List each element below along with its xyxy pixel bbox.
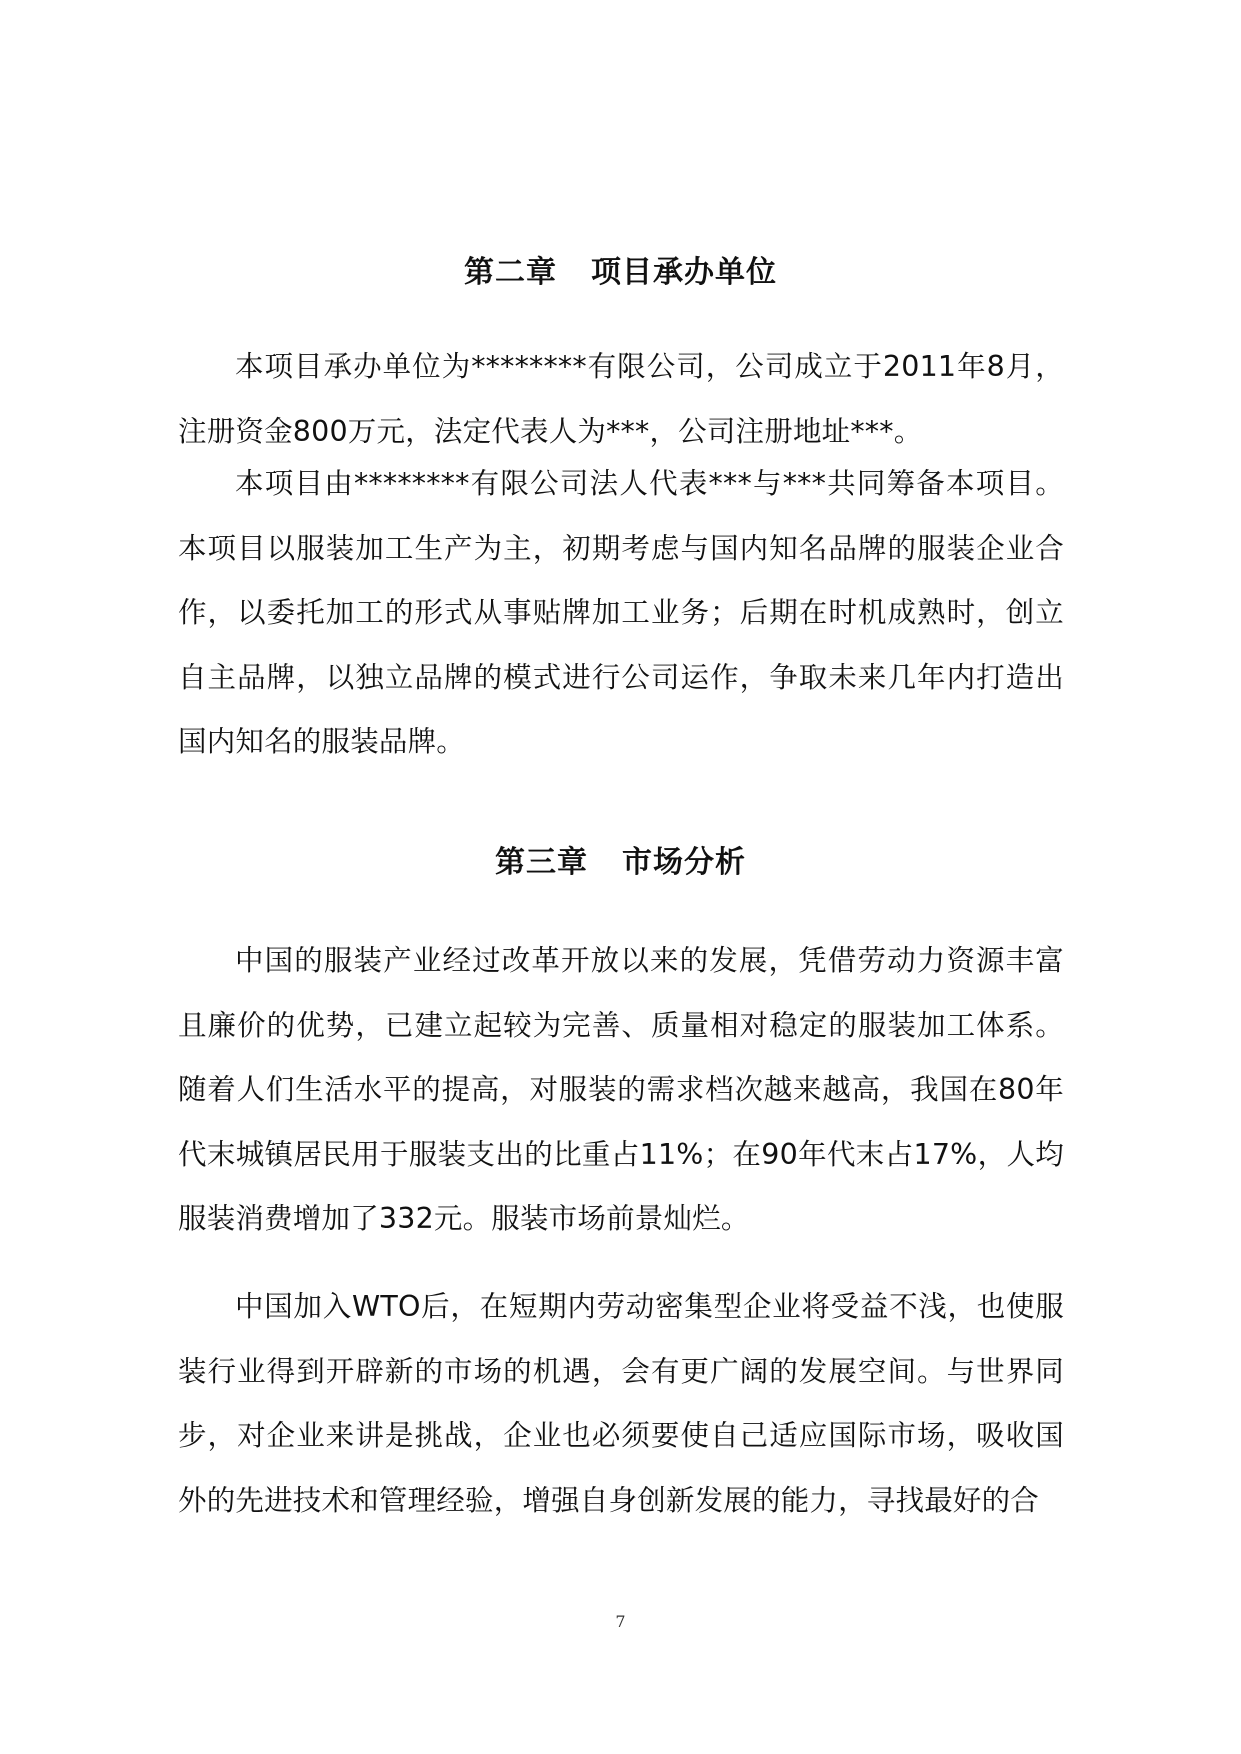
page-number: 7 <box>615 1612 626 1631</box>
chapter-2-paragraph-2: 本项目由********有限公司法人代表***与***共同筹备本项目。本项目以服装加工生产为主，初期考虑与国内知名品牌的服装企业合作，以委托加工的形式从事贴牌加工业务；后期在时机成熟时，创立自主品牌，以独立品牌的模式进行公司运作，争取未来几年内打造出国内知名的服装品牌。 <box>178 467 1064 758</box>
chapter-3-paragraph-1: 中国的服装产业经过改革开放以来的发展，凭借劳动力资源丰富且廉价的优势，已建立起较为完善、质量相对稳定的服装加工体系。随着人们生活水平的提高，对服装的需求档次越来越高，我国在80年代末城镇居民用于服装支出的比重占11%；在90年代末占17%，人均服装消费增加了332元。服装市场前景灿烂。 <box>178 944 1064 1235</box>
chapter-2-title: 项目承办单位 <box>591 255 777 290</box>
chapter-3-heading <box>0 843 1241 883</box>
chapter-2-number: 第二章 <box>464 255 557 290</box>
chapter-3-number: 第三章 <box>495 845 588 880</box>
chapter-3-title: 市场分析 <box>622 845 746 880</box>
chapter-2-paragraph-1: 本项目承办单位为********有限公司，公司成立于2011年8月，注册资金800万元，法定代表人为***，公司注册地址***。 <box>178 350 1064 448</box>
chapter-3-paragraph-2: 中国加入WTO后，在短期内劳动密集型企业将受益不浅，也使服装行业得到开辟新的市场的机遇，会有更广阔的发展空间。与世界同步，对企业来讲是挑战，企业也必须要使自己适应国际市场，吸收国外的先进技术和管理经验，增强自身创新发展的能力，寻找最好的合 <box>178 1290 1064 1517</box>
chapter-2-heading <box>0 253 1241 293</box>
